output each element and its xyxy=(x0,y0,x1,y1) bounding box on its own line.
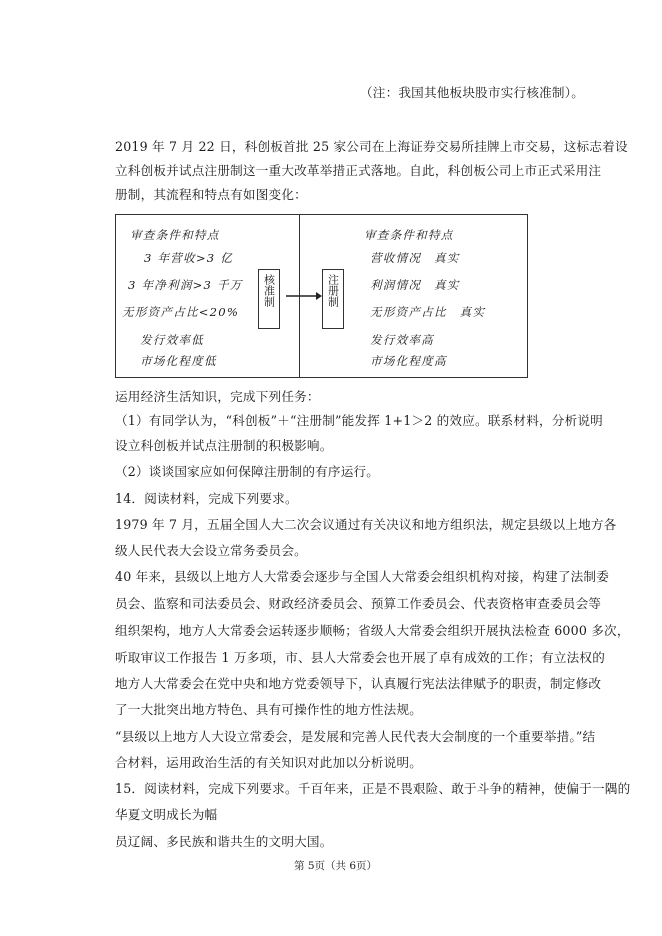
question-14-line: 组织架构，地方人大常委会运转逐步顺畅；省级人大常委会组织开展执法检查 6000 多次， xyxy=(115,623,630,638)
question-14-title: 14．阅读材料，完成下列要求。 xyxy=(115,491,298,506)
registration-system-label: 注册制 xyxy=(326,274,340,307)
right-item: 审查条件和特点 xyxy=(364,228,454,242)
question-15-line: 华夏文明成长为幅 xyxy=(115,807,218,822)
left-item: 无形资产占比<20% xyxy=(122,305,240,319)
right-item: 营收情况 真实 xyxy=(370,251,460,265)
registration-system-box xyxy=(322,269,344,329)
question-15-line: 15．阅读材料，完成下列要求。千百年来，正是不畏艰险、敢于斗争的精神，使偏于一隅的 xyxy=(115,781,631,796)
note-text: （注：我国其他板块股市实行核准制）。 xyxy=(360,85,584,100)
task-1-line: 设立科创板并试点注册制的积极影响。 xyxy=(115,438,333,453)
question-15-line: 员辽阔、多民族和谐共生的文明大国。 xyxy=(115,834,333,849)
left-item: 发行效率低 xyxy=(140,333,204,347)
question-14-line: 了一大批突出地方特色、具有可操作性的地方性法规。 xyxy=(115,702,423,717)
task-intro: 运用经济生活知识，完成下列任务： xyxy=(115,389,320,404)
question-14-line: “县级以上地方人大设立常委会，是发展和完善人民代表大会制度的一个重要举措。”结 xyxy=(115,729,596,744)
question-14-line: 1979 年 7 月，五届全国人大二次会议通过有关决议和地方组织法，规定县级以上地方各 xyxy=(115,517,617,532)
question-14-line: 合材料，运用政治生活的有关知识对此加以分析说明。 xyxy=(115,755,423,770)
question-14-line: 地方人大常委会在党中央和地方党委领导下，认真履行宪法法律赋予的职责，制定修改 xyxy=(115,676,602,691)
intro-line: 2019 年 7 月 22 日，科创板首批 25 家公司在上海证券交易所挂牌上市交易，这标志着设 xyxy=(115,139,628,154)
intro-line: 立科创板并试点注册制这一重大改革举措正式落地。自此，科创板公司上市正式采用注 xyxy=(115,163,602,178)
approval-system-box xyxy=(258,269,280,329)
left-item: 市场化程度低 xyxy=(140,354,217,368)
arrow-icon xyxy=(286,291,322,301)
approval-system-label: 核准制 xyxy=(262,274,276,307)
left-item: 3 年营收>3 亿 xyxy=(144,251,234,265)
left-item: 审查条件和特点 xyxy=(130,228,220,242)
question-14-line: 40 年来，县级以上地方人大常委会逐步与全国人大常委会组织机构对接，构建了法制委 xyxy=(115,569,609,584)
page-footer: 第 5页（共 6页） xyxy=(294,860,378,872)
question-14-line: 级人民代表大会设立常务委员会。 xyxy=(115,543,307,558)
flow-diagram xyxy=(115,214,528,378)
task-1-line: （1）有同学认为，“科创板”＋“注册制”能发挥 1+1＞2 的效应。联系材料，分析说明 xyxy=(115,413,603,428)
task-2: （2）谈谈国家应如何保障注册制的有序运行。 xyxy=(115,464,380,479)
right-item: 发行效率高 xyxy=(370,333,434,347)
right-item: 无形资产占比 真实 xyxy=(370,305,486,319)
intro-line: 册制，其流程和特点有如图变化： xyxy=(115,187,307,202)
left-item: 3 年净利润>3 千万 xyxy=(128,278,243,292)
right-item: 市场化程度高 xyxy=(370,354,447,368)
question-14-line: 员会、监察和司法委员会、财政经济委员会、预算工作委员会、代表资格审查委员会等 xyxy=(115,596,602,611)
question-14-line: 听取审议工作报告 1 万多项，市、县人大常委会也开展了卓有成效的工作；有立法权的 xyxy=(115,650,605,665)
right-item: 利润情况 真实 xyxy=(370,278,460,292)
